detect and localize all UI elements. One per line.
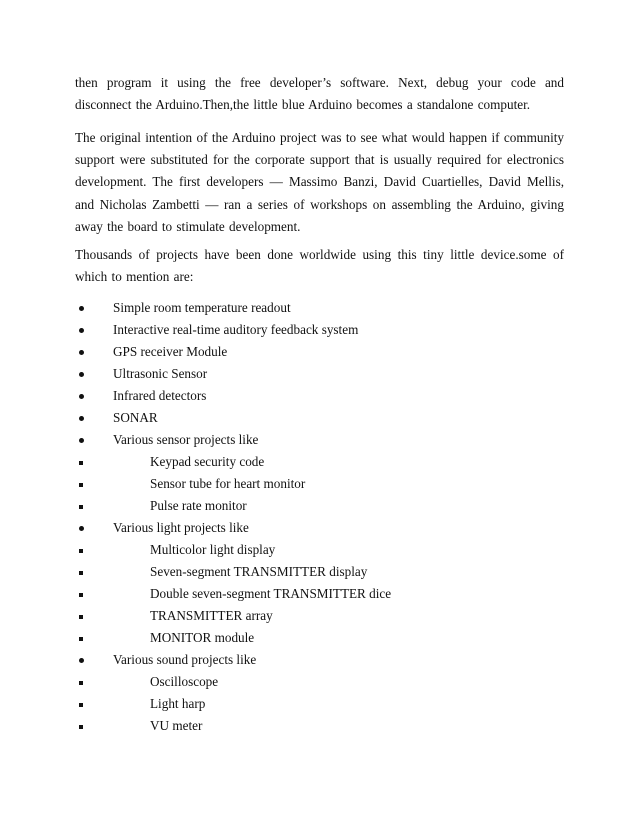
sub-list-item xyxy=(0,539,638,561)
list-item-text: Keypad security code xyxy=(150,454,265,469)
sub-list-item xyxy=(0,451,638,473)
sub-list-item xyxy=(0,583,638,605)
list-item-text: Ultrasonic Sensor xyxy=(113,366,208,381)
list-item-text: Various light projects like xyxy=(113,520,249,535)
list-item-text: Double seven-segment TRANSMITTER dice xyxy=(150,586,392,601)
paragraph-projects-intro: Thousands of projects have been done worldwide using this tiny little device.some of which to mention are: xyxy=(75,247,564,285)
list-item-text: GPS receiver Module xyxy=(113,344,228,359)
sub-list-item xyxy=(0,715,638,737)
list-item-text: SONAR xyxy=(113,410,158,425)
sub-list-item xyxy=(0,671,638,693)
list-item-text: Sensor tube for heart monitor xyxy=(150,476,306,491)
list-item xyxy=(0,649,638,671)
list-item-text: VU meter xyxy=(150,718,203,733)
project-list xyxy=(0,297,638,737)
list-item-text: Oscilloscope xyxy=(150,674,219,689)
sub-list-item xyxy=(0,473,638,495)
list-item xyxy=(0,363,638,385)
list-item xyxy=(0,517,638,539)
list-item-text: TRANSMITTER array xyxy=(150,608,273,623)
list-item xyxy=(0,429,638,451)
sub-list-item xyxy=(0,693,638,715)
list-item-text: Interactive real-time auditory feedback system xyxy=(113,322,359,337)
sub-list-item xyxy=(0,605,638,627)
list-item-text: Various sound projects like xyxy=(113,652,257,667)
list-item-text: MONITOR module xyxy=(150,630,255,645)
sub-list-item xyxy=(0,627,638,649)
list-item-text: Light harp xyxy=(150,696,206,711)
list-item xyxy=(0,341,638,363)
list-item-text: Seven-segment TRANSMITTER display xyxy=(150,564,368,579)
list-item xyxy=(0,407,638,429)
list-item xyxy=(0,385,638,407)
list-item xyxy=(0,297,638,319)
paragraph-arduino-origin: The original intention of the Arduino project was to see what would happen if community support were substituted for the corporate support that is usually required for electronics development. The first developers — Massimo Banzi, David Cuartielles, David Mellis, and Nicholas Zambetti — ran a series of workshops on assembling the Arduino, giving away the board to stimulate development. xyxy=(75,130,564,234)
list-item xyxy=(0,319,638,341)
list-item-text: Simple room temperature readout xyxy=(113,300,291,315)
sub-list-item xyxy=(0,495,638,517)
list-item-text: Infrared detectors xyxy=(113,388,207,403)
sub-list-item xyxy=(0,561,638,583)
list-item-text: Pulse rate monitor xyxy=(150,498,247,513)
list-item-text: Multicolor light display xyxy=(150,542,276,557)
list-item-text: Various sensor projects like xyxy=(113,432,259,447)
paragraph-intro-continuation: then program it using the free developer’s software. Next, debug your code and disconnect the Arduino.Then,the little blue Arduino becomes a standalone computer. xyxy=(75,75,564,113)
